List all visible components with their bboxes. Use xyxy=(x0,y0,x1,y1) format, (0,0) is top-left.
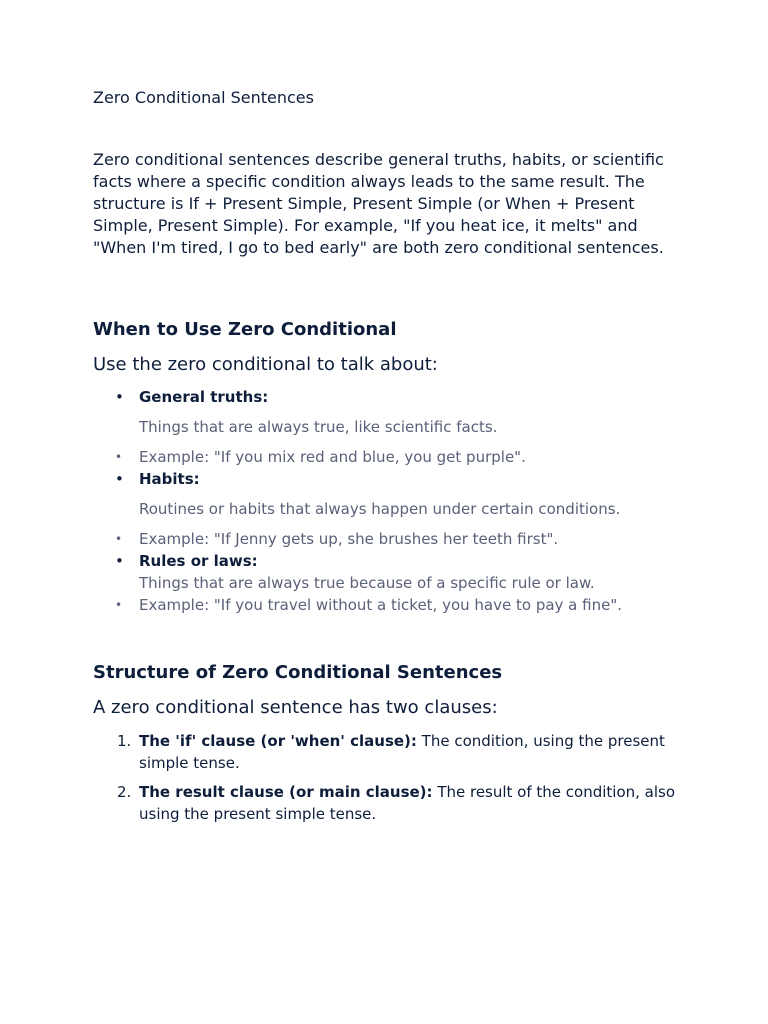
document-title: Zero Conditional Sentences xyxy=(93,88,314,107)
item-term: General truths: xyxy=(139,388,269,406)
item-example: Example: "If Jenny gets up, she brushes her teeth first". xyxy=(139,530,559,548)
bullet-icon: • xyxy=(115,470,124,488)
item-term: The 'if' clause (or 'when' clause): xyxy=(139,732,417,750)
list-item xyxy=(93,386,693,408)
list-item-desc xyxy=(93,572,693,594)
intro-paragraph: Zero conditional sentences describe general truths, habits, or scientific facts where a specific condition always leads to the same result. The structure is If + Present Simple, Present Simple (or When + Present Simple, Present Simple). For example, "If you heat ice, it melts" and "When I'm tired, I go to bed early" are both zero conditional sentences. xyxy=(93,150,664,257)
list-item xyxy=(93,550,693,572)
list-item xyxy=(93,781,693,825)
bullet-icon: • xyxy=(115,388,124,406)
item-description: Routines or habits that always happen under certain conditions. xyxy=(139,500,621,518)
section-heading-when: When to Use Zero Conditional xyxy=(93,319,397,340)
item-text: The result of the condition, also using the present simple tense. xyxy=(139,783,676,823)
item-example: Example: "If you mix red and blue, you get purple". xyxy=(139,448,526,466)
section-heading-structure: Structure of Zero Conditional Sentences xyxy=(93,662,503,683)
item-number: 2. xyxy=(117,783,132,801)
bullet-icon: • xyxy=(115,552,124,570)
sub-bullet-icon: • xyxy=(115,532,123,546)
sub-list-item xyxy=(93,446,693,468)
section-lead-structure: A zero conditional sentence has two clauses: xyxy=(93,697,498,718)
section-lead-when: Use the zero conditional to talk about: xyxy=(93,354,438,375)
sub-list-item xyxy=(93,594,693,616)
list-item-desc xyxy=(93,498,693,520)
sub-list-item xyxy=(93,528,693,550)
item-text: The condition, using the present simple tense. xyxy=(139,732,665,772)
sub-bullet-icon: • xyxy=(115,598,123,612)
list-item-desc xyxy=(93,416,693,438)
item-term: Habits: xyxy=(139,470,200,488)
item-description: Things that are always true because of a specific rule or law. xyxy=(139,574,595,592)
item-number: 1. xyxy=(117,732,132,750)
list-item xyxy=(93,468,693,490)
sub-bullet-icon: • xyxy=(115,450,123,464)
item-term: The result clause (or main clause): xyxy=(139,783,433,801)
list-item xyxy=(93,730,693,774)
item-term: Rules or laws: xyxy=(139,552,258,570)
item-example: Example: "If you travel without a ticket, you have to pay a fine". xyxy=(139,596,622,614)
usage-list xyxy=(93,386,693,616)
clause-list xyxy=(93,730,693,825)
item-description: Things that are always true, like scientific facts. xyxy=(139,418,498,436)
